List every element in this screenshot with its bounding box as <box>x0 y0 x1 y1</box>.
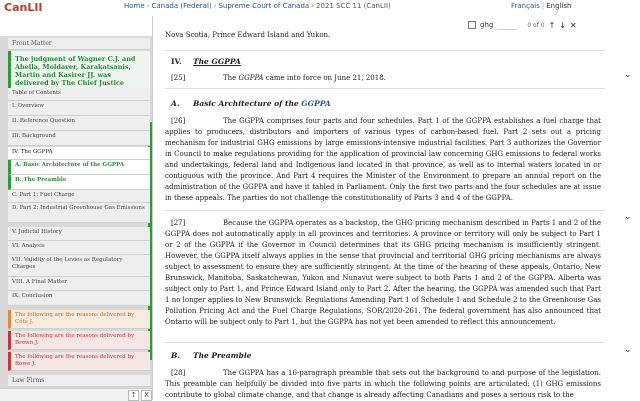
toc-item-fuel-charge[interactable]: C. Part 1: Fuel Charge <box>8 190 150 203</box>
document-nav-panel <box>0 36 152 400</box>
section-divider <box>165 50 605 51</box>
arrow-up-icon[interactable]: ↑ <box>548 20 556 30</box>
breadcrumb-canada-federal[interactable]: Canada (Federal) <box>151 2 212 10</box>
lang-french-link[interactable]: Français <box>511 2 540 10</box>
search-term-label: ghg <box>480 21 494 29</box>
paragraph-number-25: [25] <box>171 74 186 82</box>
toc-item-industrial-ghg[interactable]: D. Part 2: Industrial Greenhouse Gas Emissions <box>8 203 150 223</box>
search-term-checkbox[interactable] <box>468 21 476 29</box>
toc-item-ggppa[interactable]: IV. The GGPPA <box>8 147 150 160</box>
toc-item-overview[interactable]: I. Overview <box>8 101 150 116</box>
ggppa-link[interactable]: GGPPA <box>301 99 331 108</box>
section-b-heading: B. The Preamble <box>171 351 252 360</box>
paragraph-27: Because the GGPPA operates as a backstop, the GHG pricing mechanism described in Parts 1 and 2 of the GGPPA does not automatically apply in all provinces and territories. A province or territory will only be subject to Part 1 or 2 of the GGPPA if the Governor in Council determines that its GHG pricing mechanism is insufficiently stringent. However, the GGPPA itself always applies in the sense that provincial and territorial GHG pricing mechanisms are always subject to assessment to ensure they are sufficiently stringent. At the time of the hearing of these appeals, Ontario, New Brunswick, Manitoba, Saskatchewan, Yukon and Nunavut were subject to both Parts 1 and 2 of the GGPPA. Alberta was subject only to Part 1, and Prince Edward Island only to Part 2. After the hearing, the GGPPA was amended such that Part 1 no longer applies to New Brunswick: Regulations Amending Part 1 of Schedule 1 and Schedule 2 to the Greenhouse Gas Pollution Pricing Act and the Fuel Charge Regulations, SOR/2020-261. The federal government has also announced that Ontario will be subject only to Part 1, but the GGPPA has not yet been amended to reflect this announcement. <box>165 219 601 326</box>
paragraph-fragment: Nova Scotia, Prince Edward Island and Yukon. <box>165 31 331 39</box>
paragraph-number-26: [26] <box>171 117 186 125</box>
nav-panel-footer <box>0 388 152 401</box>
section-divider <box>165 88 605 89</box>
panel-divider[interactable] <box>152 16 153 400</box>
language-switcher: Français | English <box>511 2 572 10</box>
canlii-logo[interactable]: CanLII <box>4 1 43 14</box>
reasons-brown-link[interactable]: The following are the reasons delivered by Brown J. <box>8 331 150 350</box>
top-bar <box>0 0 640 16</box>
close-icon[interactable]: ✕ <box>569 20 577 30</box>
toc-item-basic-architecture[interactable]: A. Basic Architecture of the GGPPA <box>8 160 150 175</box>
search-match-count: 0 of 0 <box>527 21 545 29</box>
toc-item-preamble[interactable]: B. The Preamble <box>8 175 150 190</box>
breadcrumb-current: 2021 SCC 11 (CanLII) <box>316 2 391 10</box>
section-divider <box>165 210 605 211</box>
arrow-down-icon[interactable]: ↓ <box>559 20 566 30</box>
toc-item-reference-question[interactable]: II. Reference Question <box>8 116 150 131</box>
lang-english: English <box>546 2 572 10</box>
section-iv-heading: IV. The GGPPA <box>171 57 241 66</box>
breadcrumb-home[interactable]: Home <box>124 2 145 10</box>
toc-item-analysis[interactable]: VI. Analysis <box>8 241 150 255</box>
paragraph-28: The GGPPA has a 16-paragraph preamble that sets out the background to and purpose of the legislation. This preamble can helpfully be divided into five parts in which the following points are articulated: (1) GHG emissions contribute to global climate change, and that change is already affecting Canadians and poses a serious risk to the <box>165 369 601 399</box>
chevron-down-icon[interactable]: ⌄ <box>624 70 632 80</box>
chevron-down-icon[interactable]: ⌄ <box>624 345 632 355</box>
front-matter-link[interactable]: Front Matter <box>8 38 150 50</box>
breadcrumb-scc[interactable]: Supreme Court of Canada <box>218 2 310 10</box>
breadcrumb: Home › Canada (Federal) › Supreme Court of Canada › 2021 SCC 11 (CanLII) <box>124 2 391 10</box>
toc-item-conclusion[interactable]: IX. Conclusion <box>8 291 150 306</box>
paragraph-number-28: [28] <box>171 369 186 377</box>
paragraph-26: The GGPPA comprises four parts and four schedules. Part 1 of the GGPPA establishes a fuel charge that applies to producers, distributors and importers of various types of carbon-based fuel. Part 2 sets out a pricing mechanism for industrial GHG emissions by large emissions-intensive industrial facilities. Part 3 authorizes the Governor in Council to make regulations providing for the application of provincial law concerning GHG emissions to federal works and undertakings, federal land and Indigenous land located in that province, as well as to internal waters located in or contiguous with the province. And Part 4 requires the Minister of the Environment to prepare an annual report on the administration of the GGPPA and have it tabled in Parliament. Only the first two parts and the four schedules are at issue in these appeals. The parties do not challenge the constitutionality of Parts 3 and 4 of the GGPPA. <box>165 117 601 202</box>
toc-item-validity-of-levies[interactable]: VII. Validity of the Levies as Regulatory Charges <box>8 255 150 277</box>
scroll-top-button[interactable]: ↑ <box>128 390 139 401</box>
reasons-rowe-link[interactable]: The following are the reasons delivered by Rowe J. <box>8 352 150 371</box>
toc-heading: Table of Contents <box>8 88 150 101</box>
paragraph-number-27: [27] <box>171 219 186 227</box>
law-firms-link[interactable]: Law Firms <box>8 375 150 387</box>
judgment-heading[interactable]: The judgment of Wagner C.J. and Abella, Moldaver, Karakatsanis, Martin and Kasirer JJ. was delivered by The Chief Justice <box>8 51 150 122</box>
reasons-cote-link[interactable]: The following are the reasons delivered by Côté J. <box>8 310 150 329</box>
section-a-heading: A. Basic Architecture of the GGPPA <box>171 99 331 108</box>
toc-item-final-matter[interactable]: VIII. A Final Matter <box>8 277 150 291</box>
section-divider <box>165 342 605 343</box>
search-input[interactable] <box>497 20 517 30</box>
toc-item-background[interactable]: III. Background <box>8 131 150 146</box>
paragraph-25: The GGPPA came into force on June 21, 2018. <box>223 74 386 82</box>
close-panel-button[interactable]: X <box>141 390 152 401</box>
toc-item-judicial-history[interactable]: V. Judicial History <box>8 227 150 241</box>
chevron-down-icon[interactable]: ⌄ <box>624 212 632 222</box>
